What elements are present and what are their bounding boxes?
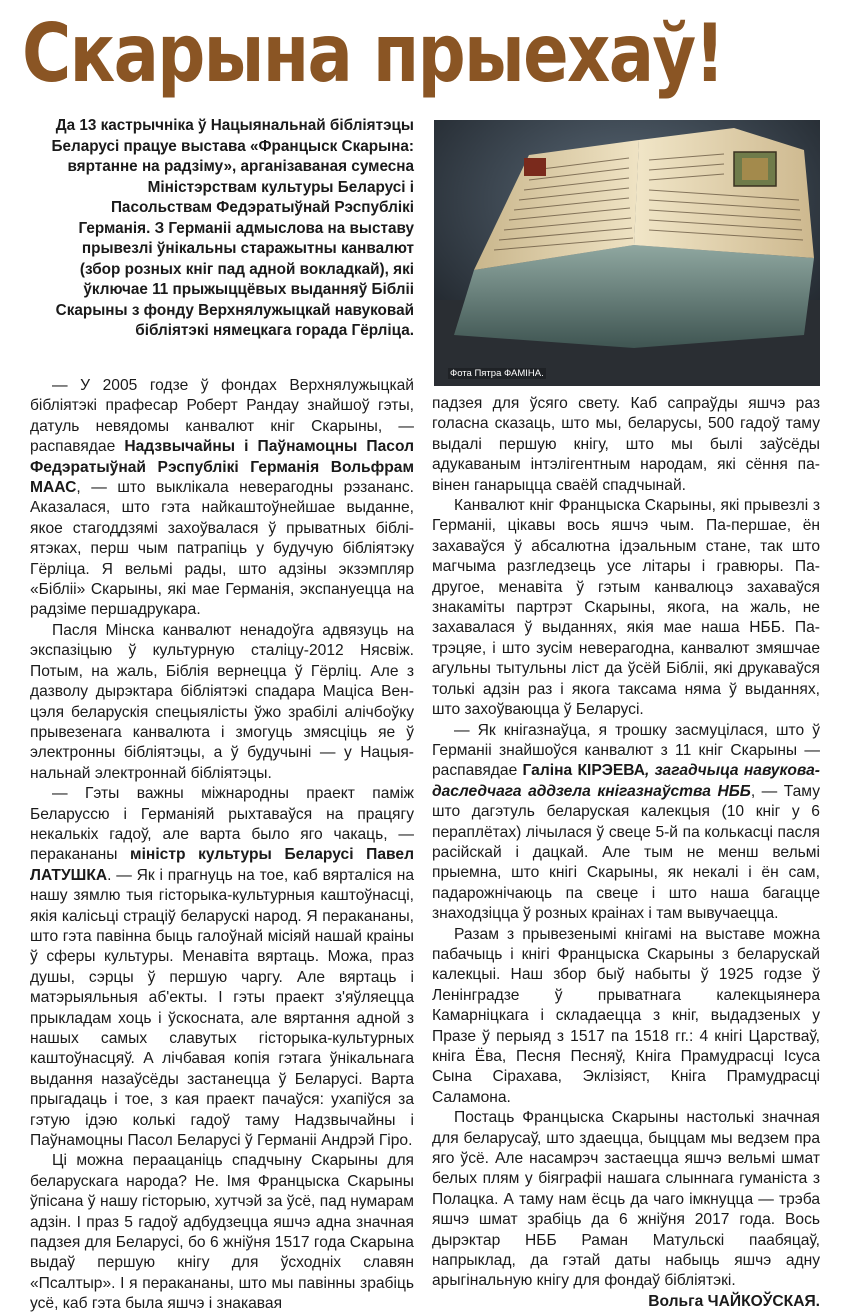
lead-paragraph: Да 13 кастрычніка ў Нацыянальнай бібліятэцы Беларусі працуе выстава «Францыск Скарына: вяртанне на радзіму», арганізаваная сумесна Міністэрствам культуры Беларусі і Пасольствам Федэратыўнай Рэспублікі Германія. З Германіі адмыслова на выставу прывезлі ўнікальны старажытны канвалют (збор розных кніг пад адной вокладкай), які ўключае 11 прыжыццёвых выданняў Бібліі Скарыны з фонду Верхнялужыцкай навуковай бібліятэкі нямецкага горада Гёрліца. xyxy=(51,117,414,339)
paragraph: Ці можна пераацаніць спадчыну Скарыны для беларускага народа? Не. Імя Францыска Скарыны ўпісана ў нашу гісторыю, хутчэй за ўсё, пад нумарам адзін. І праз 5 гадоў адбудзецца яшчэ адна значная падзея для Беларусі, бо 6 жніўня 1517 года Скарына выдаў першую кнігу для ўсходніх славян «Псалтыр». І я перакананы, што мы павінны зрабіць усё, каб гэта была яшчэ і знакавая xyxy=(30,1152,414,1313)
speaker-name: Галіна КІРЭЕВА xyxy=(522,762,645,780)
paragraph-continuation: падзея для ўсяго свету. Каб сапраўды яшчэ раз голасна сказаць, што мы, беларусы, 500 гадоў таму выдалі першую кнігу, што мы былі заўсёды адукаваным інтэлігентным народам, які сёння павінен ганарыцца сваёй спадчынай. xyxy=(432,395,820,494)
speaker-title: , загадчыца навукова-даследчага аддзела кнігазнаўства НББ xyxy=(432,762,820,800)
open-book-illustration xyxy=(434,120,820,386)
paragraph: Разам з прывезенымі кнігамі на выставе можна пабачыць і кнігі Францыска Скарыны з беларускай калекцыі. Наш збор быў набыты ў 1925 годзе ў Ленінградзе ў прыватнага калекцыянера Камарніцкага і складаецца з кніг, выдадзеных у Празе ў перыяд з 1517 па 1518 гг.: 4 кнігі Царстваў, кніга Ёва, Песня Песняў, Кніга Прамудрасці Ісуса Сына Сірахава, Эклізіяст, Кніга Прамудрасці Саламона. xyxy=(432,925,820,1106)
photo-credit: Фота Пятра ФАМІНА. xyxy=(450,368,544,379)
open-book-photo xyxy=(434,120,820,386)
paragraph xyxy=(30,376,414,621)
paragraph: Канвалют кніг Францыска Скарыны, які прывезлі з Германіі, цікавы вось яшчэ чым. Па-першае, ён захаваўся ў абсалютна ідэальным стане, так што магчыма разгледзець усе літары і гравюры. Па-другое, менавіта ў гэтым канвалюцэ захаваўся знакаміты партрэт Скарыны, якога, на жаль, не захавалася ў выданнях, якія мае наша НББ. Па-трэцяе, і што зусім неверагодна, канвалют змяшчае агульны тытульны ліст да ўсёй Бібліі, які друкаваўся толькі адзін раз і якога таксама няма ў выданнях, што захоўваюцца ў Беларусі. xyxy=(432,497,820,719)
text-run: , — Таму што дагэтуль беларуская калекцыя (10 кніг у 6 пераплётах) лічылася ў свеце 5-й па колькасці пасля расійскай і дацкай. Але тым не менш вельмі прыемна, што кнігі Скарыны, як некалі і ён сам, падарожнічаюць па свеце і што наша багацце знаходзіцца ў розных краінах і там вывучаецца. xyxy=(432,782,820,923)
paragraph: Пасля Мінска канвалют ненадоўга адвязуць на экспазіцыю ў культурную сталіцу-2012 Нясвіж. Потым, на жаль, Біблія вернецца ў Гёрліц. Але з дазволу дырэктара бібліятэкі спадара Маціса Венцэля беларускія спецыялісты ўжо зрабілі алічбоўку прывезенага канвалюта і змогуць змясціць яе ў электронны бібліятэцы, а ў будучыні — у Нацыянальнай электроннай бібліятэцы. xyxy=(30,621,414,782)
paragraph xyxy=(432,721,820,925)
text-run: — У 2005 годзе ў фондах Верхнялужыцкай бібліятэкі прафесар Роберт Рандау знайшоў гэты, датуль невядомы канвалют кніг Скарыны, — распавядае xyxy=(30,377,414,456)
text-run: . — Як і прагнуць на тое, каб вярталіся на нашу зямлю тыя гісторыка-культурныя каштоўнасці, якія калісьці страціў беларускі народ. Я перакананы, што гэта павінна быць галоўнай місіяй нашай краіны ў сферы культуры. Менавіта вяртаць. Можа, праз душы, сэрцы ў першую чаргу. Але вяртаць і матэрыяльныя аб'екты. І гэты праект з'яўляецца прыкладам хоць і ўскосната, але вяртання адной з нашых самых славутых гісторыка-культурных каштоўнасцяў. А лічбавая копія гэтага ўнікальнага выдання назаўсёды застанецца ў Беларусі. Варта прыгадаць і тое, з кая праект пачаўся: ухапіўся за гэтую ідэю колькі гадоў таму Надзвычайны і Паўнамоцны Пасол Беларусі ў Германіі Андрэй Гіро. xyxy=(30,866,414,1150)
author-signature: Вольга ЧАЙКОЎСКАЯ. xyxy=(648,1292,820,1310)
text-run: — Як кнігазнаўца, я трошку засмуцілася, што ў Германіі знайшоўся канвалют з 11 кніг Скарыны — распавядае xyxy=(432,721,820,780)
text-run: , — што выклікала неверагодны рэзананс. Аказалася, што гэта найкаштоўнейшае выданне, якое стагоддзямі захоўвалася ў прыватных бібліятэках, перш чым патрапіць у будучую бібліятэку Гёрліца. Я вельмі рады, што адзіны экзэмпляр «Бібліі» Скарыны, які мае Германія, экспануецца на радзіме першадрукара. xyxy=(30,479,414,619)
body-column-left xyxy=(30,376,414,1315)
headline: Скарына прыехаў! xyxy=(22,7,724,100)
body-column-right xyxy=(432,394,820,1312)
speaker-name: міністр культуры Беларусі Павел ЛАТУШКА xyxy=(30,846,414,884)
speaker-name: Надзвычайны і Паўнамоцны Пасол Федэратыўнай Рэспублікі Германія Вольфрам МААС xyxy=(30,438,414,497)
text-run: — Гэты важны міжнародны праект паміж Беларуссю і Германіяй рыхтаваўся на працягу некалькіх гадоў, але варта было яго чакаць, — перакананы xyxy=(30,785,414,864)
paragraph: Постаць Францыска Скарыны настолькі значная для беларусаў, што здаецца, быццам мы ведзем пра яго ўсё. Але насамрэч застаецца яшчэ вельмі шмат белых плям у біяграфіі нашага слыннага гуманіста з Полацка. А таму нам ёсць да чаго імкнуцца — трэба яшчэ шмат зрабіць да 6 жніўня 2017 года. Вось дырэктар НББ Раман Матульскі паабяцаў, напрыклад, да гэтай даты набыць яшчэ адну арыгінальную кнігу для фондаў бібліятэкі. xyxy=(432,1109,820,1290)
paragraph xyxy=(30,784,414,1151)
